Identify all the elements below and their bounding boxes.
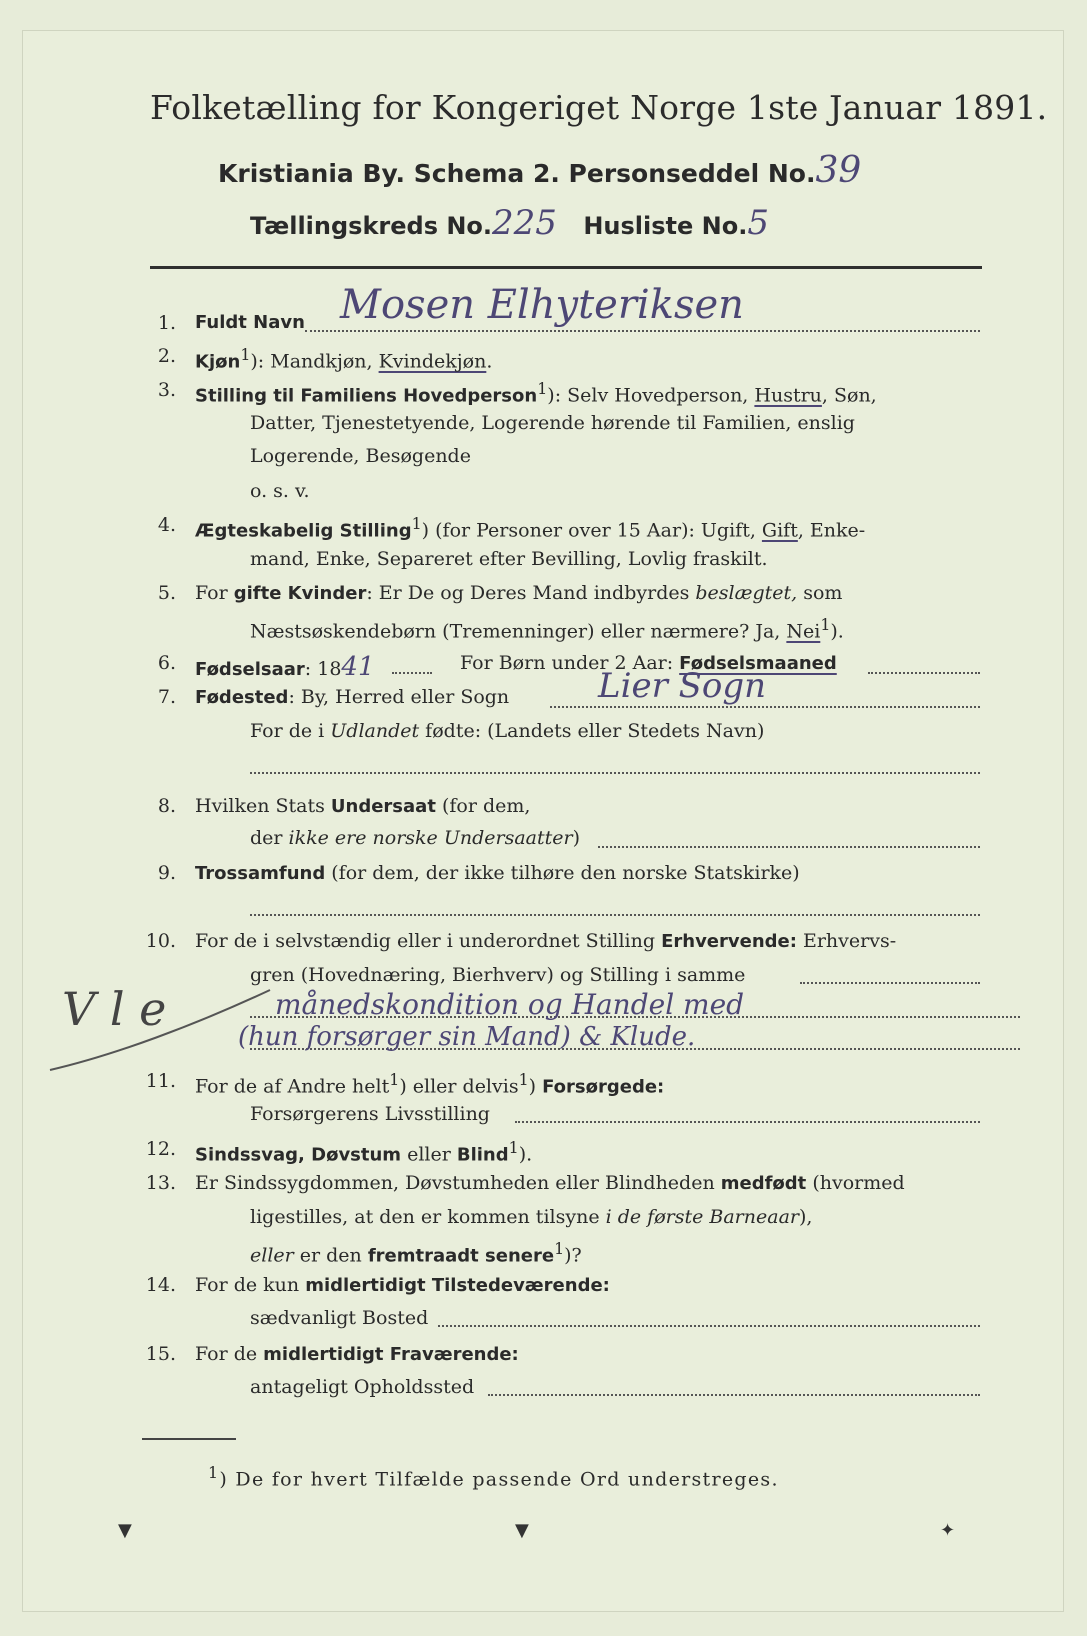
q13-line3-a: er den [293, 1244, 368, 1267]
q7-label: Fødested [195, 687, 289, 708]
q1-answer-handwritten: Mosen Elhyteriksen [340, 282, 744, 328]
q12-end: ). [518, 1143, 533, 1166]
q7-line2-italic: Udlandet [330, 720, 420, 742]
q13-text-b: (hvormed [806, 1172, 905, 1194]
q5-text-a: For [195, 582, 234, 604]
q3-number: 3. [157, 379, 176, 401]
q7-line2 [250, 720, 764, 742]
husliste-label: Husliste No. [583, 212, 748, 240]
q4-line2: mand, Enke, Separeret efter Bevilling, Lovlig fraskilt. [250, 548, 768, 570]
q7-answer-handwritten: Lier Sogn [598, 666, 767, 706]
q7-line2-b: fødte: (Landets eller Stedets Navn) [419, 720, 765, 742]
personseddel-number: 39 [815, 150, 862, 191]
q13-line3-c: )? [564, 1244, 582, 1267]
q3-line [195, 379, 877, 406]
q2-number: 2. [157, 345, 176, 367]
q2-line [195, 345, 492, 372]
q4-label: Ægteskabelig Stilling [195, 520, 412, 542]
form-title: Folketælling for Kongeriget Norge 1ste Januar 1891. [150, 88, 1048, 127]
q13-line3 [250, 1239, 582, 1266]
q6-label: Fødselsaar [195, 659, 305, 680]
q10-text: For de i selvstændig eller i underordnet Stilling [195, 930, 662, 952]
q8-line [195, 795, 530, 817]
q14-number: 14. [145, 1274, 176, 1296]
q9-number: 9. [157, 862, 176, 884]
q13-line2-b: ), [799, 1206, 813, 1228]
q6-year-handwritten: 41 [341, 652, 375, 682]
q1-dotted-line [305, 330, 980, 332]
q1-number: 1. [157, 312, 176, 334]
q11-text: For de af Andre helt [195, 1075, 390, 1098]
q3-sup: 1 [537, 379, 548, 398]
q10-bold: Erhvervende: [661, 931, 797, 952]
q14-line2: sædvanligt Bosted [250, 1307, 429, 1329]
q13-line3-italic: eller [250, 1244, 294, 1267]
q13-line [195, 1172, 905, 1194]
tellingskreds-label: Tællingskreds No. [250, 212, 493, 240]
q6-text: For Børn under 2 Aar: [460, 652, 680, 674]
q6-prefix: : 18 [304, 658, 342, 680]
q15-bold: midlertidigt Fraværende: [263, 1344, 519, 1365]
q4-text-b: , Enke- [797, 519, 866, 542]
q14-text: For de kun [195, 1274, 306, 1296]
q7-line2-a: For de i [250, 720, 331, 742]
tellingskreds-number: 225 [492, 203, 557, 243]
q13-line3-bold: fremtraadt senere [367, 1245, 555, 1267]
q15-line2: antageligt Opholdssted [250, 1376, 475, 1398]
q10-number: 10. [145, 930, 176, 952]
q5-bold: gifte Kvinder [233, 583, 367, 604]
q11-text-c: ) [528, 1075, 543, 1098]
q2-selected-option: Kvindekjøn [378, 350, 487, 373]
q5-line [195, 582, 842, 604]
q13-text: Er Sindssygdommen, Døvstumheden eller Blindheden [195, 1172, 721, 1194]
q3-label: Stilling til Familiens Hovedperson [195, 385, 538, 407]
q2-label: Kjøn [195, 351, 241, 373]
q12-sup: 1 [508, 1138, 519, 1157]
q15-line [195, 1343, 519, 1365]
q8-dotted-line [598, 846, 980, 848]
q11-line2: Forsørgerens Livsstilling [250, 1103, 490, 1125]
q11-line [195, 1070, 664, 1097]
q13-line2-a: ligestilles, at den er kommen tilsyne [250, 1206, 606, 1228]
footnote-sup: 1 [208, 1463, 220, 1482]
q8-line2-italic: ikke ere norske Undersaatter [288, 827, 573, 849]
header-rule [150, 266, 982, 269]
margin-stroke [45, 985, 275, 1075]
q9-line [195, 862, 800, 884]
q13-line2-italic: i de første Barneaar [605, 1206, 799, 1228]
q5-text-c: som [797, 582, 843, 604]
q10-dotted-line1 [800, 982, 980, 984]
q8-text-b: (for dem, [435, 795, 531, 817]
registration-mark-center: ▼ [515, 1520, 529, 1541]
q2-end: . [486, 350, 493, 373]
q4-line [195, 514, 865, 541]
q6-bold2: Fødselsmaaned [679, 653, 837, 674]
q10-answer-handwritten-1: månedskondition og Handel med [275, 988, 745, 1021]
q13-sup: 1 [554, 1239, 565, 1258]
registration-mark-right: ✦ [940, 1520, 956, 1541]
q4-text-a: ) (for Personer over 15 Aar): Ugift, [421, 519, 762, 542]
q1-label: Fuldt Navn [195, 312, 305, 333]
q4-selected-option: Gift [761, 519, 798, 542]
q11-number: 11. [145, 1070, 176, 1092]
q10-answer-handwritten-2: (hun forsørger sin Mand) & Klude. [238, 1022, 696, 1052]
q5-number: 5. [157, 582, 176, 604]
q11-dotted-line [515, 1121, 980, 1123]
q8-number: 8. [157, 795, 176, 817]
q4-sup: 1 [411, 514, 422, 533]
q11-bold: Forsørgede: [542, 1076, 665, 1098]
margin-note-handwritten: V l e [62, 982, 167, 1036]
q12-bold2: Blind [456, 1144, 509, 1166]
q2-sup: 1 [240, 345, 251, 364]
q12-bold: Sindssvag, Døvstum [195, 1144, 402, 1166]
q3-text-a: ): Selv Hovedperson, [547, 384, 755, 407]
q7-line [195, 686, 509, 708]
q11-sup: 1 [389, 1070, 400, 1089]
q7-dotted-line [550, 706, 980, 708]
q9-bold: Trossamfund [195, 863, 326, 884]
q3-selected-option: Hustru [754, 384, 822, 407]
q5-text-b: : Er De og Deres Mand indbyrdes [366, 582, 696, 604]
registration-mark-left: ▼ [118, 1520, 132, 1541]
q13-number: 13. [145, 1172, 176, 1194]
footnote [208, 1463, 779, 1490]
q3-line4: o. s. v. [250, 480, 310, 502]
q8-bold: Undersaat [330, 796, 436, 817]
q12-text: eller [401, 1143, 457, 1166]
q4-number: 4. [157, 514, 176, 536]
q15-dotted-line [488, 1394, 980, 1396]
q5-sup: 1 [820, 615, 831, 634]
footnote-rule [142, 1438, 236, 1440]
q3-text-b: , Søn, [821, 384, 877, 407]
husliste-number: 5 [747, 203, 769, 243]
q9-dotted-line [250, 914, 980, 916]
q15-number: 15. [145, 1343, 176, 1365]
q6-number: 6. [157, 652, 176, 674]
q10-line [195, 930, 896, 952]
q6-year-dots [392, 672, 432, 674]
q13-line2 [250, 1206, 812, 1228]
q6-month-dots [868, 672, 980, 674]
q12-line [195, 1138, 532, 1165]
q6-line [195, 652, 375, 682]
q11-sup2: 1 [518, 1070, 529, 1089]
q3-line2: Datter, Tjenestetyende, Logerende hørende til Familien, enslig [250, 412, 855, 434]
q10-text-b: Erhvervs- [796, 930, 897, 952]
q5-italic: beslægtet, [695, 582, 798, 604]
q7-number: 7. [157, 686, 176, 708]
q5-end: ). [830, 620, 844, 643]
q3-line3: Logerende, Besøgende [250, 445, 471, 467]
schema-line [218, 150, 861, 191]
q8-text: Hvilken Stats [195, 795, 331, 817]
q8-line2-b: ) [572, 827, 580, 849]
q7-text: : By, Herred eller Sogn [288, 686, 510, 708]
q10-line2: gren (Hovednæring, Bierhverv) og Stilling i samme [250, 964, 746, 986]
q14-line [195, 1274, 610, 1296]
q7-dotted-line2 [250, 772, 980, 774]
q8-line2 [250, 827, 580, 849]
schema-label: Kristiania By. Schema 2. Personseddel No. [218, 159, 816, 188]
q14-bold: midlertidigt Tilstedeværende: [305, 1275, 610, 1296]
q13-bold: medfødt [720, 1173, 807, 1194]
tellingskreds-line [250, 203, 769, 243]
q5-line2 [250, 615, 844, 642]
q5-line2-text: Næstsøskendebørn (Tremenninger) eller nærmere? Ja, [250, 620, 787, 643]
q5-selected-option: Nei [786, 620, 821, 643]
q9-text: (for dem, der ikke tilhøre den norske Statskirke) [325, 862, 800, 884]
footnote-text: ) De for hvert Tilfælde passende Ord understreges. [219, 1468, 779, 1491]
q2-text: ): Mandkjøn, [250, 350, 379, 373]
q8-line2-a: der [250, 827, 289, 849]
q14-dotted-line [438, 1325, 980, 1327]
q15-text: For de [195, 1343, 264, 1365]
q11-text-b: ) eller delvis [399, 1075, 519, 1098]
q12-number: 12. [145, 1138, 176, 1160]
